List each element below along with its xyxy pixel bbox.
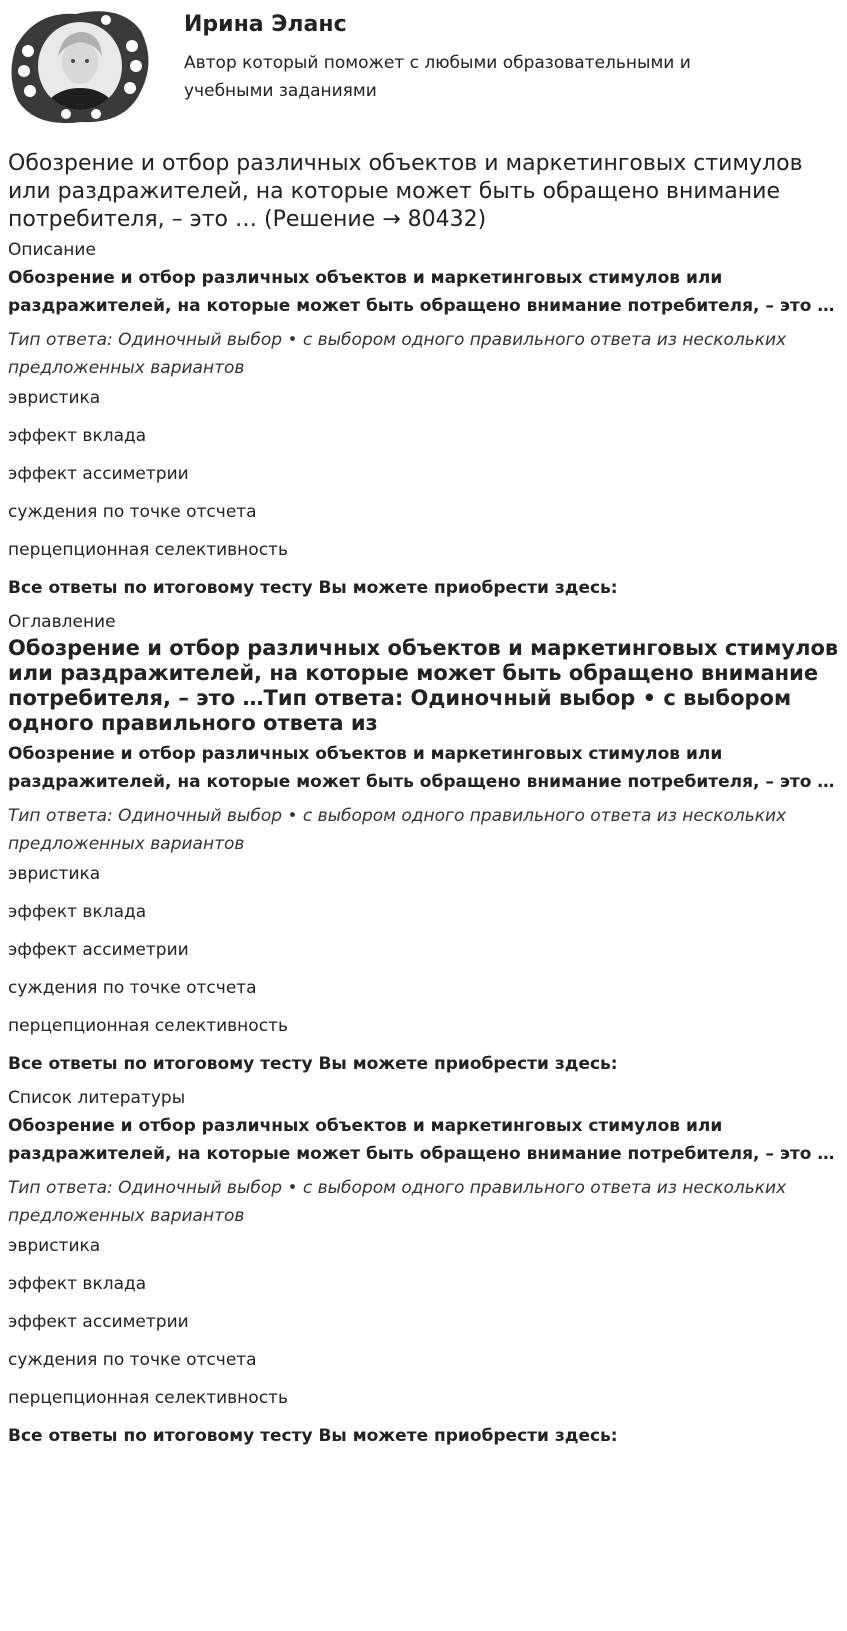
answer-type: Тип ответа: Одиночный выбор • с выбором одного правильного ответа из нескольких предложенных вариантов — [8, 806, 787, 854]
main-content — [0, 150, 847, 1448]
question-text: Обозрение и отбор различных объектов и маркетинговых стимулов или раздражителей, на которые может быть обращено внимание потребителя, – это … — [8, 1116, 835, 1164]
description-label: Описание — [8, 240, 96, 260]
bibliography-label: Список литературы — [8, 1088, 186, 1108]
description-section — [8, 238, 839, 600]
option-item: эффект ассиметрии — [8, 464, 189, 484]
toc-section — [8, 610, 839, 1076]
option-item: суждения по точке отсчета — [8, 1350, 257, 1370]
bibliography-section — [8, 1086, 839, 1448]
question-text: Обозрение и отбор различных объектов и маркетинговых стимулов или раздражителей, на которые может быть обращено внимание потребителя, – это … — [8, 268, 835, 316]
author-header — [0, 0, 847, 140]
author-name[interactable]: Ирина Эланс — [184, 12, 347, 37]
author-description: Автор который поможет с любыми образовательными и учебными заданиями — [184, 53, 691, 101]
buy-answers-text: Все ответы по итоговому тесту Вы можете приобрести здесь: — [8, 1426, 618, 1446]
toc-label: Оглавление — [8, 612, 116, 632]
option-item: перцепционная селективность — [8, 540, 288, 560]
question-text: Обозрение и отбор различных объектов и маркетинговых стимулов или раздражителей, на которые может быть обращено внимание потребителя, – это … — [8, 744, 835, 792]
buy-answers-text: Все ответы по итоговому тесту Вы можете приобрести здесь: — [8, 578, 618, 598]
option-item: эффект вклада — [8, 902, 147, 922]
toc-heading: Обозрение и отбор различных объектов и маркетинговых стимулов или раздражителей, на которые может быть обращено внимание потребителя, – это …Тип ответа: Одиночный выбор • с выбором одного правильного ответа из — [8, 636, 839, 735]
option-item: эвристика — [8, 1236, 101, 1256]
option-item: суждения по точке отсчета — [8, 502, 257, 522]
option-item: эффект ассиметрии — [8, 940, 189, 960]
author-avatar — [6, 6, 154, 129]
option-item: эвристика — [8, 388, 101, 408]
option-item: суждения по точке отсчета — [8, 978, 257, 998]
option-item: эффект вклада — [8, 426, 147, 446]
option-item: перцепционная селективность — [8, 1388, 288, 1408]
buy-answers-text: Все ответы по итоговому тесту Вы можете приобрести здесь: — [8, 1054, 618, 1074]
answer-type: Тип ответа: Одиночный выбор • с выбором одного правильного ответа из нескольких предложенных вариантов — [8, 1178, 787, 1226]
option-item: эвристика — [8, 864, 101, 884]
option-item: эффект ассиметрии — [8, 1312, 189, 1332]
option-item: перцепционная селективность — [8, 1016, 288, 1036]
answer-type: Тип ответа: Одиночный выбор • с выбором одного правильного ответа из нескольких предложенных вариантов — [8, 330, 787, 378]
option-item: эффект вклада — [8, 1274, 147, 1294]
page-title: Обозрение и отбор различных объектов и маркетинговых стимулов или раздражителей, на которые может быть обращено внимание потребителя, – это … (Решение → 80432) — [8, 151, 803, 232]
